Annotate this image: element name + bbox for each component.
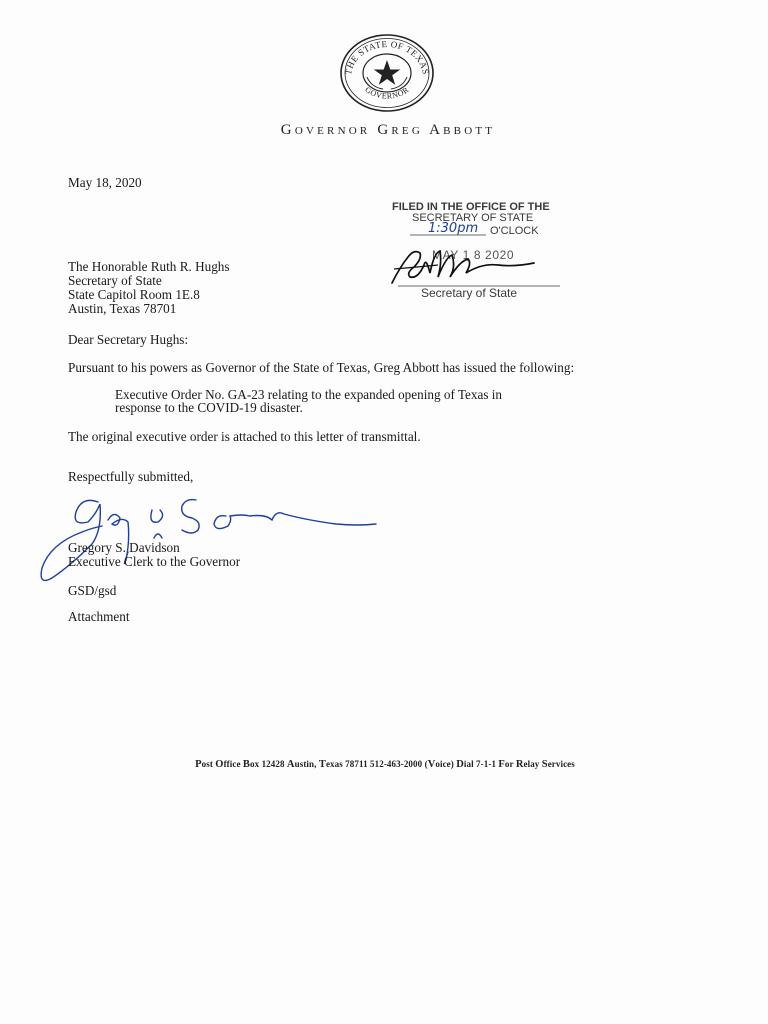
footer-part-3-rest: ox 12428 (250, 759, 287, 769)
stamp-line-1: FILED IN THE OFFICE OF THE (392, 201, 550, 213)
stamp-time-line (410, 234, 486, 236)
signer-name: Gregory S. Davidson (68, 540, 180, 555)
footer-part-9-rest: elay (523, 759, 542, 769)
star-icon (374, 60, 401, 85)
footer-part-2-cap: O (215, 759, 224, 770)
footer-part-4-rest: ustin, (294, 759, 319, 769)
recipient-title: Secretary of State (68, 273, 162, 288)
signer-title: Executive Clerk to the Governor (68, 554, 241, 569)
footer-address (0, 759, 768, 770)
body-intro: Pursuant to his powers as Governor of the State of Texas, Greg Abbott has issued the following: (68, 360, 575, 375)
footer-part-3-cap: B (242, 759, 251, 770)
footer-part-1-cap: P (195, 759, 202, 770)
secretary-signature (388, 243, 538, 288)
order-line-1: Executive Order No. GA-23 relating to the expanded opening of Texas in (115, 387, 503, 402)
footer-part-10-cap: S (541, 759, 548, 770)
letterhead-title-text: Governor Greg Abbott (280, 122, 496, 138)
footer-part-6-rest: oice) (435, 759, 457, 769)
seal-text-bottom: GOVERNOR (363, 85, 411, 101)
salutation: Dear Secretary Hughs: (68, 332, 189, 347)
footer-part-5-cap: T (318, 759, 326, 770)
texas-governor-seal (337, 33, 437, 113)
footer-part-10-rest: ervices (547, 759, 575, 769)
attachment-note: Attachment (68, 609, 130, 624)
footer-part-6-cap: V (427, 759, 436, 770)
stamp-handwritten-time: 1:30pm (428, 221, 479, 236)
closing-line: Respectfully submitted, (68, 469, 194, 484)
footer-part-7-cap: D (456, 759, 464, 770)
footer-part-2-rest: ffice (223, 759, 243, 769)
letter-date: May 18, 2020 (68, 175, 142, 190)
footer-part-8-cap: F (498, 759, 505, 770)
footer-part-1-rest: ost (201, 759, 216, 769)
letterhead-title (0, 122, 768, 139)
svg-text:GOVERNOR (363, 85, 410, 101)
body-closing-text: The original executive order is attached to this letter of transmittal. (68, 429, 421, 444)
clerk-signature (36, 480, 381, 590)
recipient-name: The Honorable Ruth R. Hughs (68, 259, 230, 274)
stamp-date: MAY 1 8 2020 (432, 248, 515, 262)
seal-text-top: THE STATE OF TEXAS (343, 38, 431, 76)
initials: GSD/gsd (68, 583, 117, 598)
stamp-oclock: O'CLOCK (490, 225, 539, 237)
footer-part-7-rest: ial 7-1-1 (463, 759, 499, 769)
recipient-address-1: State Capitol Room 1E.8 (68, 287, 200, 302)
stamp-line-2: SECRETARY OF STATE (412, 212, 534, 224)
recipient-address-2: Austin, Texas 78701 (68, 301, 177, 316)
footer-part-9-cap: R (515, 759, 524, 770)
footer-part-8-rest: or (504, 759, 516, 769)
footer-part-4-cap: A (286, 759, 295, 770)
footer-part-5-rest: exas 78711 512-463-2000 ( (325, 759, 428, 769)
stamp-caption: Secretary of State (421, 286, 518, 300)
order-line-2: response to the COVID-19 disaster. (115, 400, 303, 415)
